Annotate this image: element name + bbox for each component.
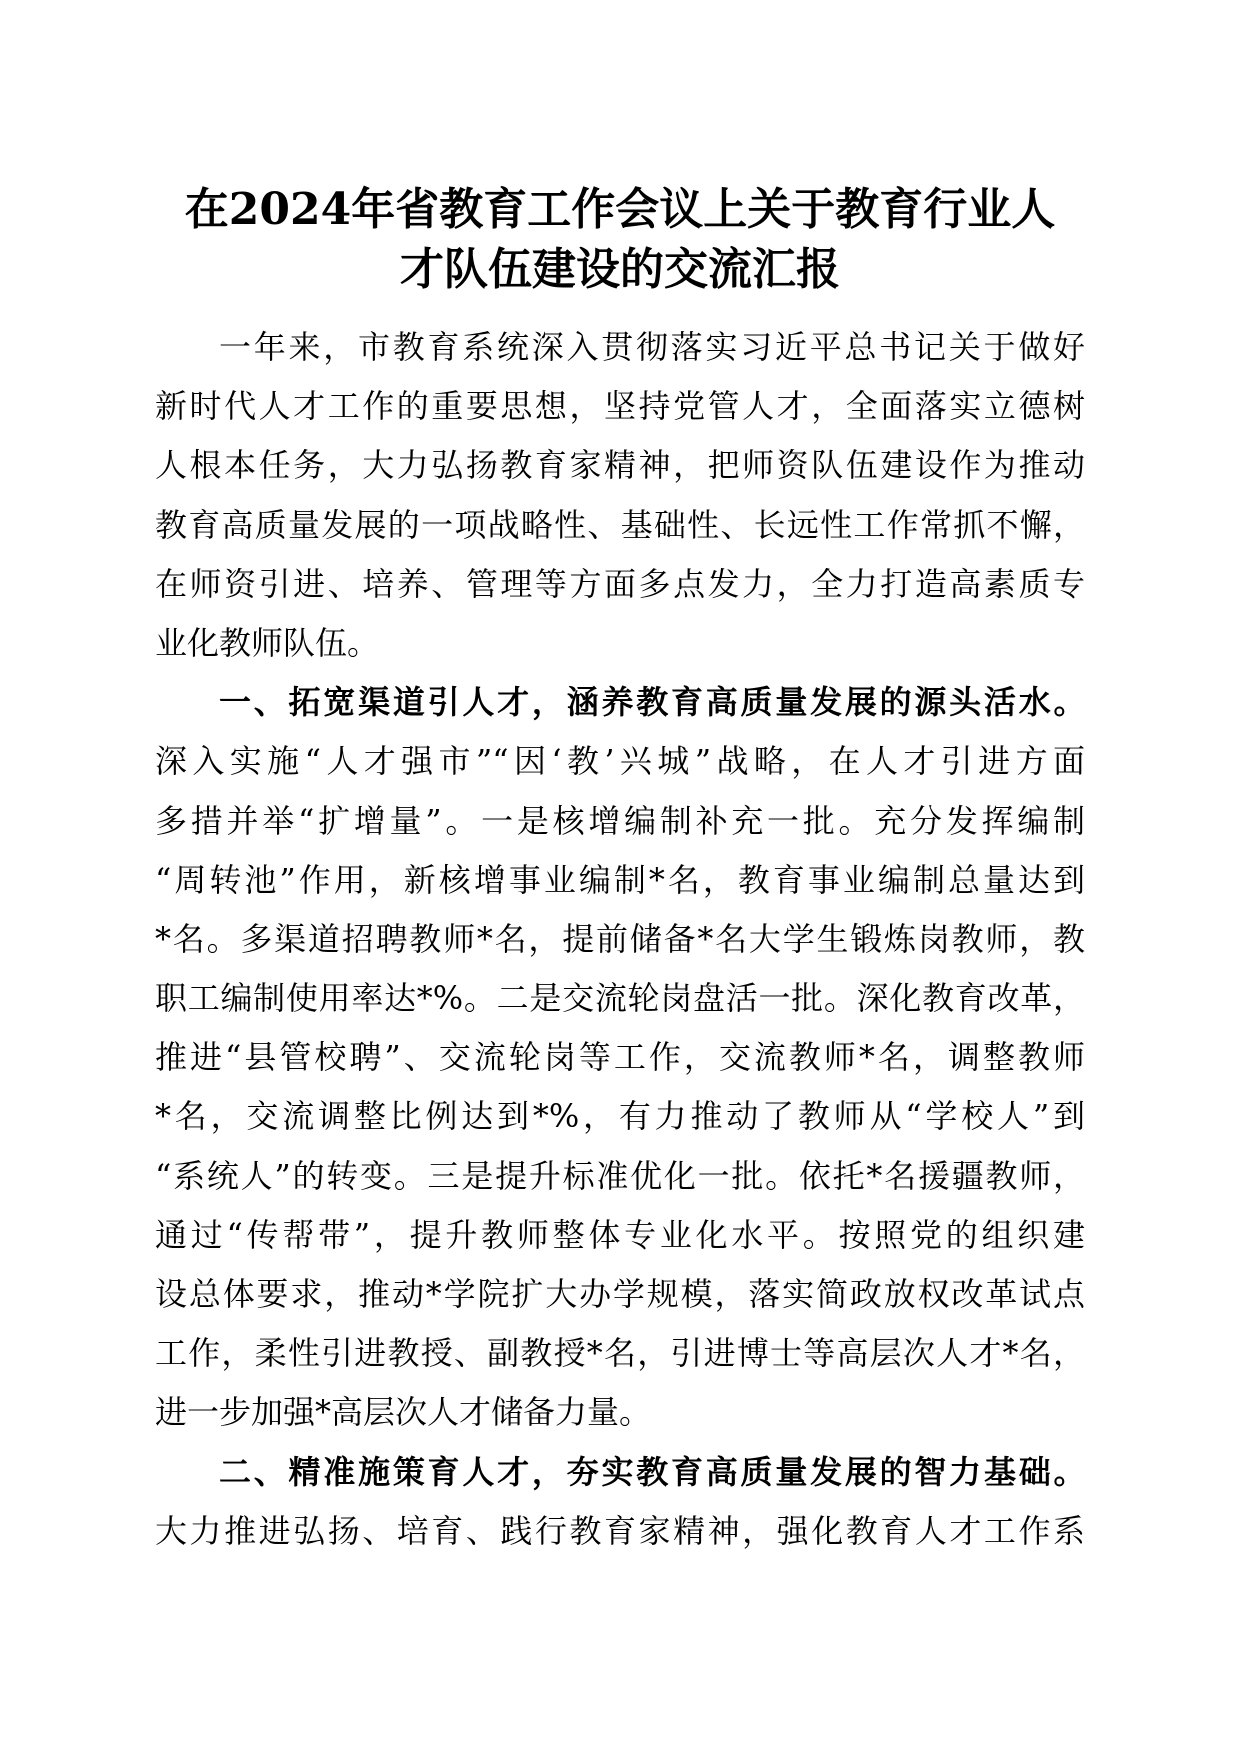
section-1-line: *名，交流调整比例达到*%，有力推动了教师从“学校人”到 (155, 1097, 1085, 1136)
paragraph-1-line: 新时代人才工作的重要思想，坚持党管人才，全面落实立德树 (155, 387, 1085, 426)
section-1-heading: 一、拓宽渠道引人才，涵养教育高质量发展的源头活水。 (219, 683, 1085, 722)
section-1-line: 进一步加强*高层次人才储备力量。 (155, 1393, 652, 1432)
section-1-line: 推进“县管校聘”、交流轮岗等工作，交流教师*名，调整教师 (155, 1038, 1085, 1077)
section-1-line: 工作，柔性引进教授、副教授*名，引进博士等高层次人才*名， (155, 1334, 1085, 1373)
section-2-heading: 二、精准施策育人才，夯实教育高质量发展的智力基础。 (219, 1452, 1085, 1491)
section-1-line: 设总体要求，推动*学院扩大办学规模，落实简政放权改革试点 (155, 1275, 1085, 1313)
section-1-line: *名。多渠道招聘教师*名，提前储备*名大学生锻炼岗教师，教 (155, 919, 1085, 958)
section-1-line: “周转池”作用，新核增事业编制*名，教育事业编制总量达到 (155, 860, 1085, 899)
section-1-line: 深入实施“人才强市”“因‘教’兴城”战略，在人才引进方面 (155, 742, 1085, 781)
paragraph-1-line: 人根本任务，大力弘扬教育家精神，把师资队伍建设作为推动 (155, 446, 1085, 485)
paragraph-1-line: 教育高质量发展的一项战略性、基础性、长远性工作常抓不懈， (155, 505, 1085, 544)
section-1-line: 多措并举“扩增量”。一是核增编制补充一批。充分发挥编制 (155, 801, 1085, 840)
section-2-line: 大力推进弘扬、培育、践行教育家精神，强化教育人才工作系 (155, 1511, 1085, 1550)
title-line-2: 才队伍建设的交流汇报 (400, 244, 840, 295)
paragraph-1-line: 一年来，市教育系统深入贯彻落实习近平总书记关于做好 (219, 328, 1085, 366)
title-line-1: 在2024年省教育工作会议上关于教育行业人 (184, 184, 1056, 235)
section-1-line: “系统人”的转变。三是提升标准优化一批。依托*名援疆教师， (155, 1156, 1085, 1195)
section-1-line: 通过“传帮带”，提升教师整体专业化水平。按照党的组织建 (155, 1215, 1085, 1254)
section-1-line: 职工编制使用率达*%。二是交流轮岗盘活一批。深化教育改革， (155, 979, 1085, 1018)
document-title (150, 180, 1090, 300)
paragraph-1-line: 在师资引进、培养、管理等方面多点发力，全力打造高素质专 (155, 564, 1085, 603)
document-body (155, 318, 1085, 1561)
paragraph-1-line: 业化教师队伍。 (155, 623, 380, 662)
